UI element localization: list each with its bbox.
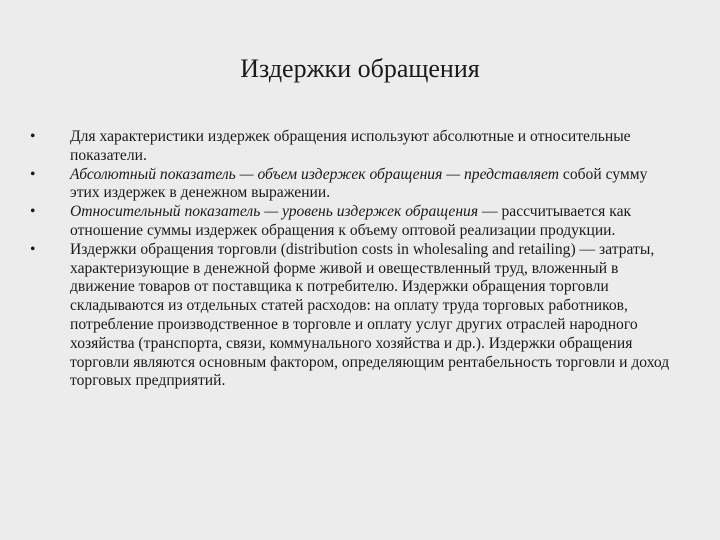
bullet-text: Издержки обращения торговли (distribution costs in wholesaling and retailing) — затраты, характеризующие в денежной форме живой и овеществленный труд, вложенный в движение товаров от поставщика к потребителю. Издержки обращения торговли складываются из отдельных статей расходов: на оплату труда торговых работников, потребление производственное в торговле и оплату услуг других отраслей народного хозяйства (транспорта, связи, коммунального хозяйства и др.). Издержки обращения торговли являются основным фактором, определяющим рентабельность торговли и доход торговых предприятий. bbox=[70, 240, 670, 390]
bullet-dot-icon: • bbox=[30, 203, 36, 221]
bullet-item bbox=[30, 203, 680, 241]
bullet-text: — рассчитывается как отношение суммы издержек обращения к объему оптовой реализации продукции. bbox=[70, 203, 632, 239]
bullet-text: собой сумму этих издержек в денежном выражении. bbox=[70, 165, 648, 202]
bullet-text: Для характеристики издержек обращения используют абсолютные и относительные показатели. bbox=[70, 128, 631, 164]
bullet-dot-icon: • bbox=[30, 240, 36, 258]
bullet-emphasis: Абсолютный показатель — объем издержек обращения — представляет bbox=[70, 165, 559, 183]
bullet-item bbox=[30, 241, 680, 391]
bullet-list bbox=[30, 128, 680, 391]
bullet-emphasis: Относительный показатель — уровень издержек обращения bbox=[70, 203, 479, 221]
bullet-item bbox=[30, 128, 680, 166]
bullet-item bbox=[30, 166, 680, 204]
bullet-dot-icon: • bbox=[30, 165, 36, 183]
slide-title: Издержки обращения bbox=[240, 54, 480, 83]
bullet-dot-icon: • bbox=[30, 128, 36, 145]
